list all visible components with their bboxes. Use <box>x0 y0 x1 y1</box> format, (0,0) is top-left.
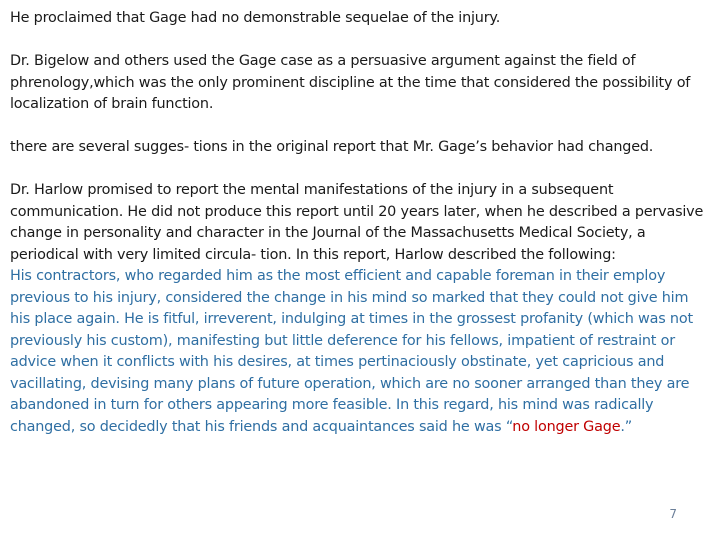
quote-highlight: no longer Gage <box>512 418 621 435</box>
spacer <box>10 30 710 52</box>
paragraph-phrenology: Dr. Bigelow and others used the Gage case as a persuasive argument against the field of phrenology,which was the only prominent discipline at the time that considered the possibility of localization of brain function. <box>10 53 691 112</box>
quote-close: .” <box>620 418 632 435</box>
spacer <box>10 116 710 138</box>
spacer <box>10 159 710 181</box>
paragraph-sequelae: He proclaimed that Gage had no demonstrable sequelae of the injury. <box>10 10 501 26</box>
page-number: 7 <box>669 507 677 521</box>
paragraph-harlow-report: Dr. Harlow promised to report the mental manifestations of the injury in a subsequent communication. He did not produce this report until 20 years later, when he described a pervasive change in personality and character in the Journal of the Massachusetts Medical Society, a periodical with very limited circula- tion. In this report, Harlow described the following: <box>10 182 704 263</box>
quote-open-mark: “ <box>505 418 513 435</box>
quote-text: His contractors, who regarded him as the most efficient and capable foreman in their employ previous to his injury, considered the change in his mind so marked that they could not give him his place again. He is fitful, irreverent, indulging at times in the grossest profanity (which was not previously his custom), manifesting but little deference for his fellows, impatient of restraint or advice when it conflicts with his desires, at times pertinaciously obstinate, yet capricious and vacillating, devising many plans of future operation, which are no sooner arranged than they are abandoned in turn for others appearing more feasible. In this regard, his mind was radically changed, so decidedly that his friends and acquaintances said he was <box>10 268 693 435</box>
paragraph-behavior-change: there are several sugges- tions in the original report that Mr. Gage’s behavior had changed. <box>10 139 654 155</box>
slide-content <box>10 8 710 438</box>
harlow-quote <box>10 266 710 438</box>
